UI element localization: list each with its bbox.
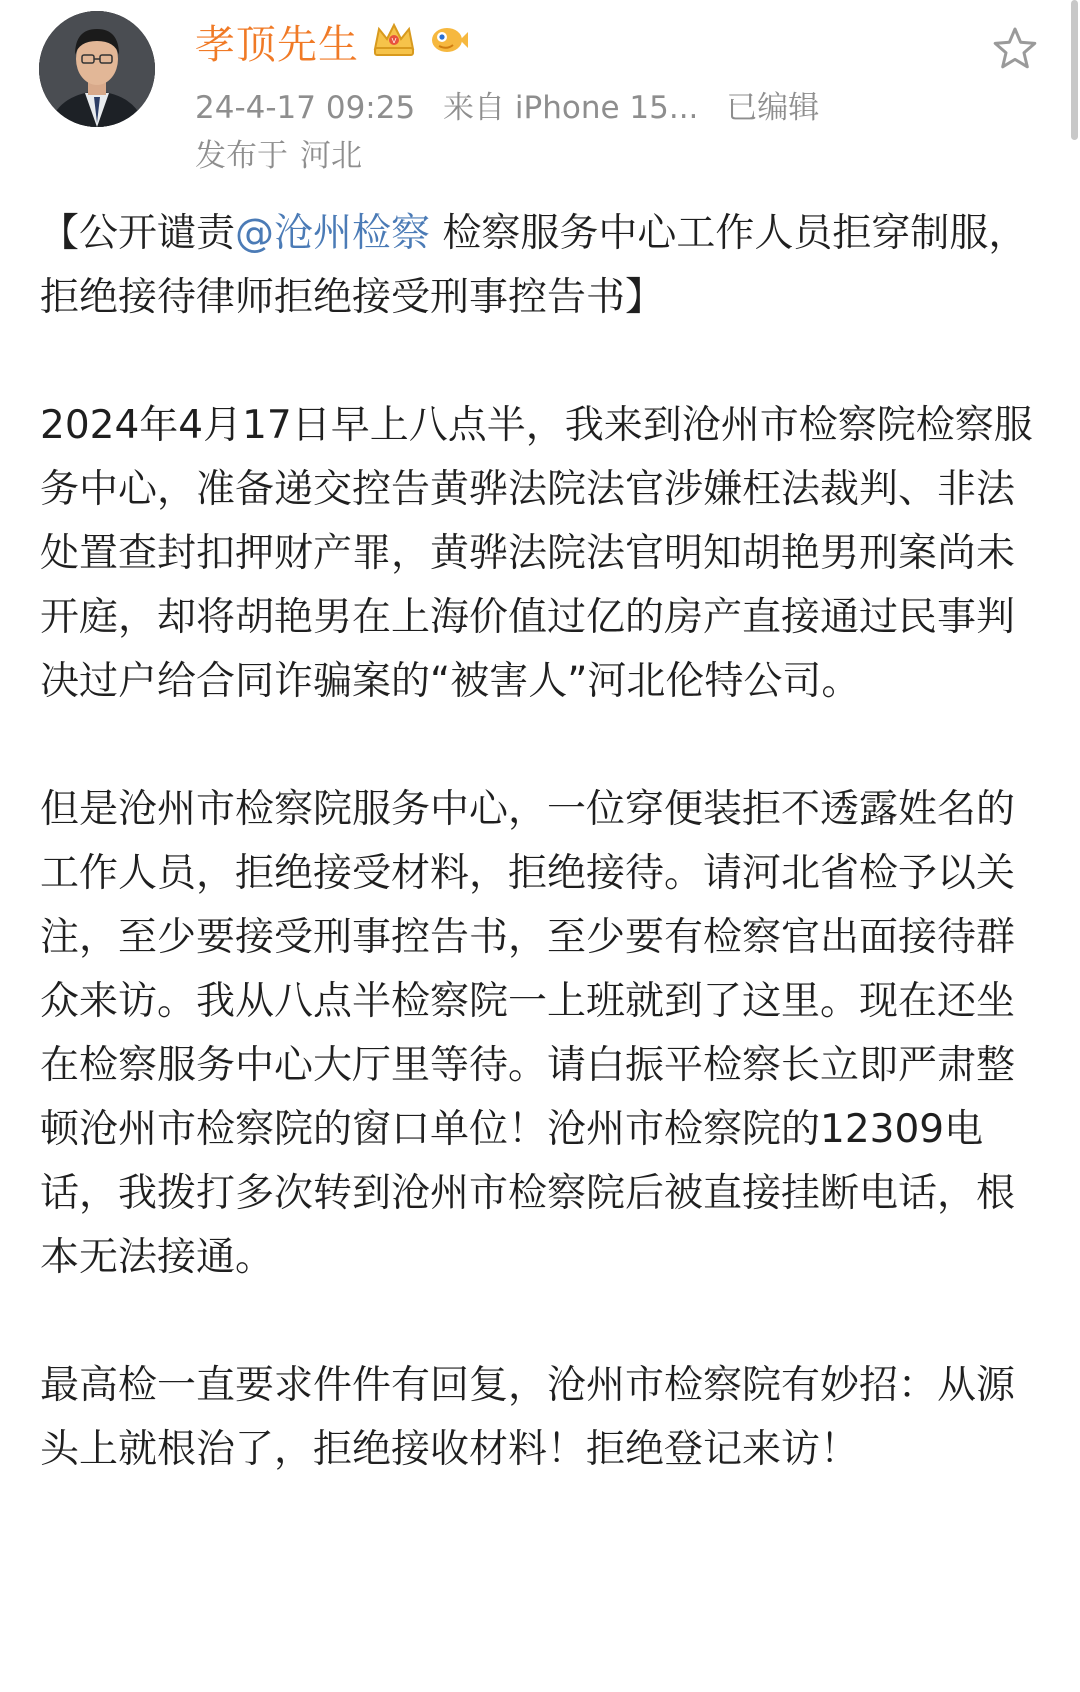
title-rest: 检察服务中心工作人员拒穿制服，拒绝接待律师拒绝接受刑事控告书】 bbox=[40, 211, 1028, 320]
post-paragraph: 2024年4月17日早上八点半，我来到沧州市检察院检察服务中心，准备递交控告黄骅法院法官涉嫌枉法裁判、非法处置查封扣押财产罪，黄骅法院法官明知胡艳男刑案尚未开庭，却将胡艳男在上海价值过亿的房产直接通过民事判决过户给合同诈骗案的“被害人”河北伦特公司。 bbox=[40, 403, 1033, 704]
location-prefix: 发布于 bbox=[195, 138, 288, 174]
post-source: 来自 iPhone 15... bbox=[443, 90, 699, 126]
post-time: 24-4-17 09:25 bbox=[195, 90, 416, 126]
edited-label[interactable]: 已编辑 bbox=[726, 90, 820, 126]
mention-link[interactable]: @沧州检察 bbox=[235, 211, 431, 256]
post-content bbox=[40, 202, 1040, 1546]
title-open: 【公开谴责 bbox=[40, 211, 236, 256]
post-title bbox=[40, 202, 1040, 330]
post-meta bbox=[195, 82, 837, 127]
post-paragraph: 但是沧州市检察院服务中心，一位穿便装拒不透露姓名的工作人员，拒绝接受材料，拒绝接待。请河北省检予以关注，至少要接受刑事控告书，至少要有检察官出面接待群众来访。我从八点半检察院一上班就到了这里。现在还坐在检察服务中心大厅里等待。请白振平检察长立即严肃整顿沧州市检察院的窗口单位！沧州市检察院的12309电话，我拨打多次转到沧州市检察院后被直接挂断电话，根本无法接通。 bbox=[40, 787, 1016, 1280]
crown-icon[interactable] bbox=[371, 19, 417, 63]
avatar[interactable] bbox=[39, 11, 155, 127]
post-location bbox=[195, 130, 362, 175]
scrollbar[interactable] bbox=[1071, 0, 1078, 140]
author-row bbox=[195, 14, 469, 68]
post-paragraph: 最高检一直要求件件有回复，沧州市检察院有妙招：从源头上就根治了，拒绝接收材料！拒绝登记来访！ bbox=[40, 1363, 1016, 1472]
svg-text:V: V bbox=[391, 37, 397, 45]
fish-icon[interactable] bbox=[429, 19, 469, 63]
avatar-image bbox=[39, 11, 155, 127]
location-place: 河北 bbox=[300, 138, 362, 174]
author-name[interactable]: 孝顶先生 bbox=[195, 21, 359, 68]
star-icon[interactable] bbox=[990, 24, 1040, 74]
